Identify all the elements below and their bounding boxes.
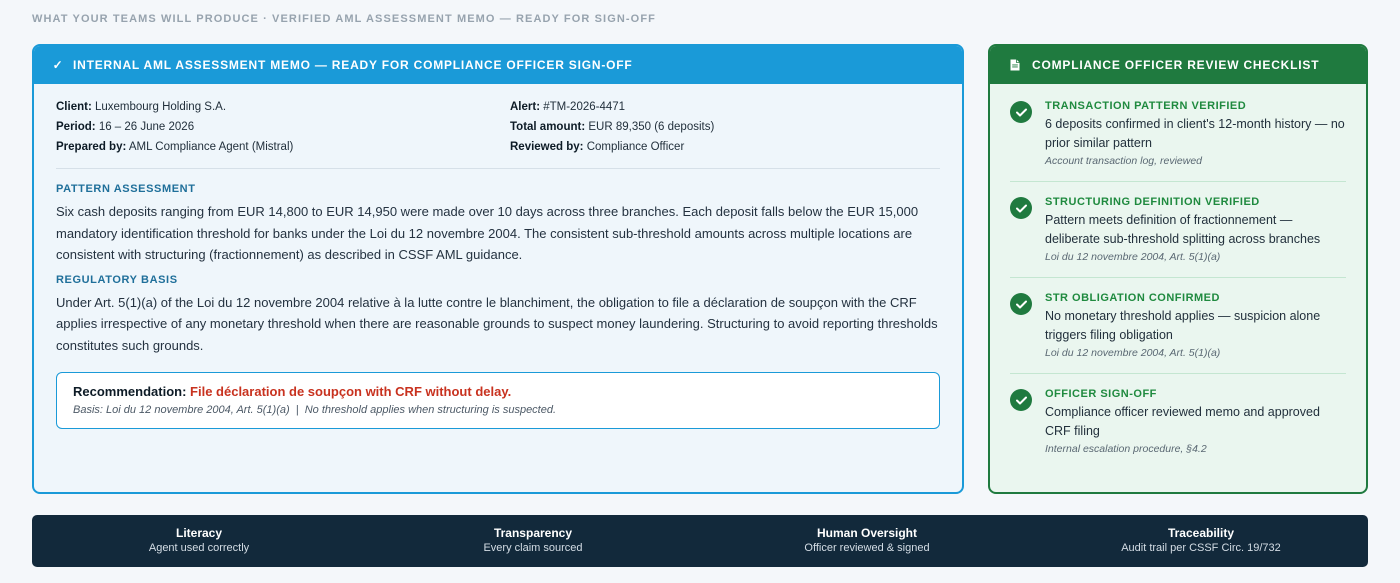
aml-memo-panel (32, 44, 964, 494)
regulatory-basis-text: Under Art. 5(1)(a) of the Loi du 12 novembre 2004 relative à la lutte contre le blanchiment, the obligation to file a déclaration de soupçon with the CRF applies irrespective of any monetary threshold when there are reasonable grounds to suspect money laundering. Structuring to avoid reporting thresholds constitutes such grounds. (56, 294, 938, 353)
review-checklist-panel (988, 44, 1368, 494)
checklist-item-desc: Pattern meets definition of fractionnement — deliberate sub-threshold splitting across branches (1045, 213, 1321, 246)
checklist-item-title: STRUCTURING DEFINITION VERIFIED (1045, 196, 1260, 208)
checklist-item (1010, 94, 1346, 182)
pillar-human-oversight (700, 526, 1034, 556)
checklist-item-source: Account transaction log, reviewed (1045, 155, 1203, 167)
checklist-item-desc: Compliance officer reviewed memo and approved CRF filing (1045, 405, 1320, 438)
meta-alert-value: #TM-2026-4471 (540, 101, 626, 113)
pillar-title: Literacy (175, 526, 223, 540)
regulatory-basis-heading: REGULATORY BASIS (56, 273, 178, 286)
meta-prepared (56, 140, 510, 154)
checklist-item-content (1045, 388, 1346, 455)
meta-prepared-value: AML Compliance Agent (Mistral) (126, 141, 294, 153)
memo-header (34, 46, 962, 84)
memo-header-title: INTERNAL AML ASSESSMENT MEMO — READY FOR COMPLIANCE OFFICER SIGN-OFF (73, 58, 633, 72)
meta-reviewed (510, 140, 940, 154)
document-icon (1010, 59, 1020, 71)
meta-total (510, 120, 940, 134)
checklist-item-desc: 6 deposits confirmed in client's 12-month history — no prior similar pattern (1045, 117, 1345, 150)
page-kicker: WHAT YOUR TEAMS WILL PRODUCE · VERIFIED AML ASSESSMENT MEMO — READY FOR SIGN-OFF (32, 13, 656, 25)
pillar-subtitle: Audit trail per CSSF Circ. 19/732 (1121, 542, 1281, 554)
pattern-assessment-text: Six cash deposits ranging from EUR 14,800 to EUR 14,950 were made over 10 days across three branches. Each deposit falls below the EUR 15,000 mandatory identification threshold for banks under the Loi du 12 novembre 2004. The consistent sub-threshold amounts across multiple locations are consistent with structuring (fractionnement) as described in CSSF AML guidance. (56, 204, 919, 262)
check-circle-icon (1010, 389, 1032, 411)
check-circle-icon (1010, 101, 1032, 123)
checklist-header-title: COMPLIANCE OFFICER REVIEW CHECKLIST (1032, 58, 1320, 72)
pillar-literacy (32, 526, 366, 556)
checklist-item-title: TRANSACTION PATTERN VERIFIED (1045, 100, 1247, 112)
meta-client-value: Luxembourg Holding S.A. (91, 101, 227, 113)
pattern-assessment-heading: PATTERN ASSESSMENT (56, 183, 196, 195)
meta-period-label: Period: (56, 121, 96, 133)
divider (56, 168, 940, 169)
pillar-transparency (366, 526, 700, 556)
memo-metadata (56, 100, 940, 154)
checklist-header (990, 46, 1366, 84)
checklist-item-title: STR OBLIGATION CONFIRMED (1045, 292, 1220, 304)
recommendation-value: File déclaration de soupçon with CRF without delay. (190, 384, 512, 399)
memo-body (34, 84, 962, 429)
meta-reviewed-value: Compliance Officer (583, 141, 685, 153)
check-circle-icon (1010, 197, 1032, 219)
checklist-item-content (1045, 196, 1346, 263)
pillar-title: Human Oversight (816, 526, 918, 540)
meta-reviewed-label: Reviewed by: (510, 141, 584, 153)
check-icon: ✓ (52, 58, 64, 72)
checklist-item-content (1045, 292, 1346, 359)
pillar-title: Traceability (1167, 526, 1235, 540)
checklist-item-desc: No monetary threshold applies — suspicion alone triggers filing obligation (1045, 309, 1321, 342)
meta-period (56, 120, 510, 134)
checklist-item (1010, 382, 1346, 469)
recommendation-label: Recommendation: (73, 384, 187, 399)
meta-client (56, 100, 510, 114)
meta-total-label: Total amount: (510, 121, 586, 133)
recommendation-basis: Basis: Loi du 12 novembre 2004, Art. 5(1)(a) | No threshold applies when structuring is suspected. (73, 404, 557, 416)
meta-total-value: EUR 89,350 (6 deposits) (585, 121, 715, 133)
pillar-traceability (1034, 526, 1368, 556)
pillar-title: Transparency (493, 526, 573, 540)
checklist-item-source: Internal escalation procedure, §4.2 (1045, 443, 1207, 455)
checklist-item (1010, 190, 1346, 278)
pillar-subtitle: Officer reviewed & signed (804, 542, 930, 554)
recommendation-box (56, 372, 940, 429)
meta-prepared-label: Prepared by: (56, 141, 127, 153)
check-circle-icon (1010, 293, 1032, 315)
meta-client-label: Client: (56, 101, 92, 113)
recommendation-line (73, 384, 923, 399)
meta-period-value: 16 – 26 June 2026 (95, 121, 195, 133)
checklist-item (1010, 286, 1346, 374)
pillar-subtitle: Every claim sourced (483, 542, 583, 554)
meta-alert-label: Alert: (510, 101, 541, 113)
checklist-item-source: Loi du 12 novembre 2004, Art. 5(1)(a) (1045, 251, 1221, 263)
meta-alert (510, 100, 940, 114)
checklist-item-source: Loi du 12 novembre 2004, Art. 5(1)(a) (1045, 347, 1221, 359)
pillar-subtitle: Agent used correctly (148, 542, 250, 554)
checklist-items (990, 84, 1366, 469)
checklist-item-title: OFFICER SIGN-OFF (1045, 388, 1157, 400)
checklist-item-content (1045, 100, 1346, 167)
governance-pillars-bar (32, 515, 1368, 567)
